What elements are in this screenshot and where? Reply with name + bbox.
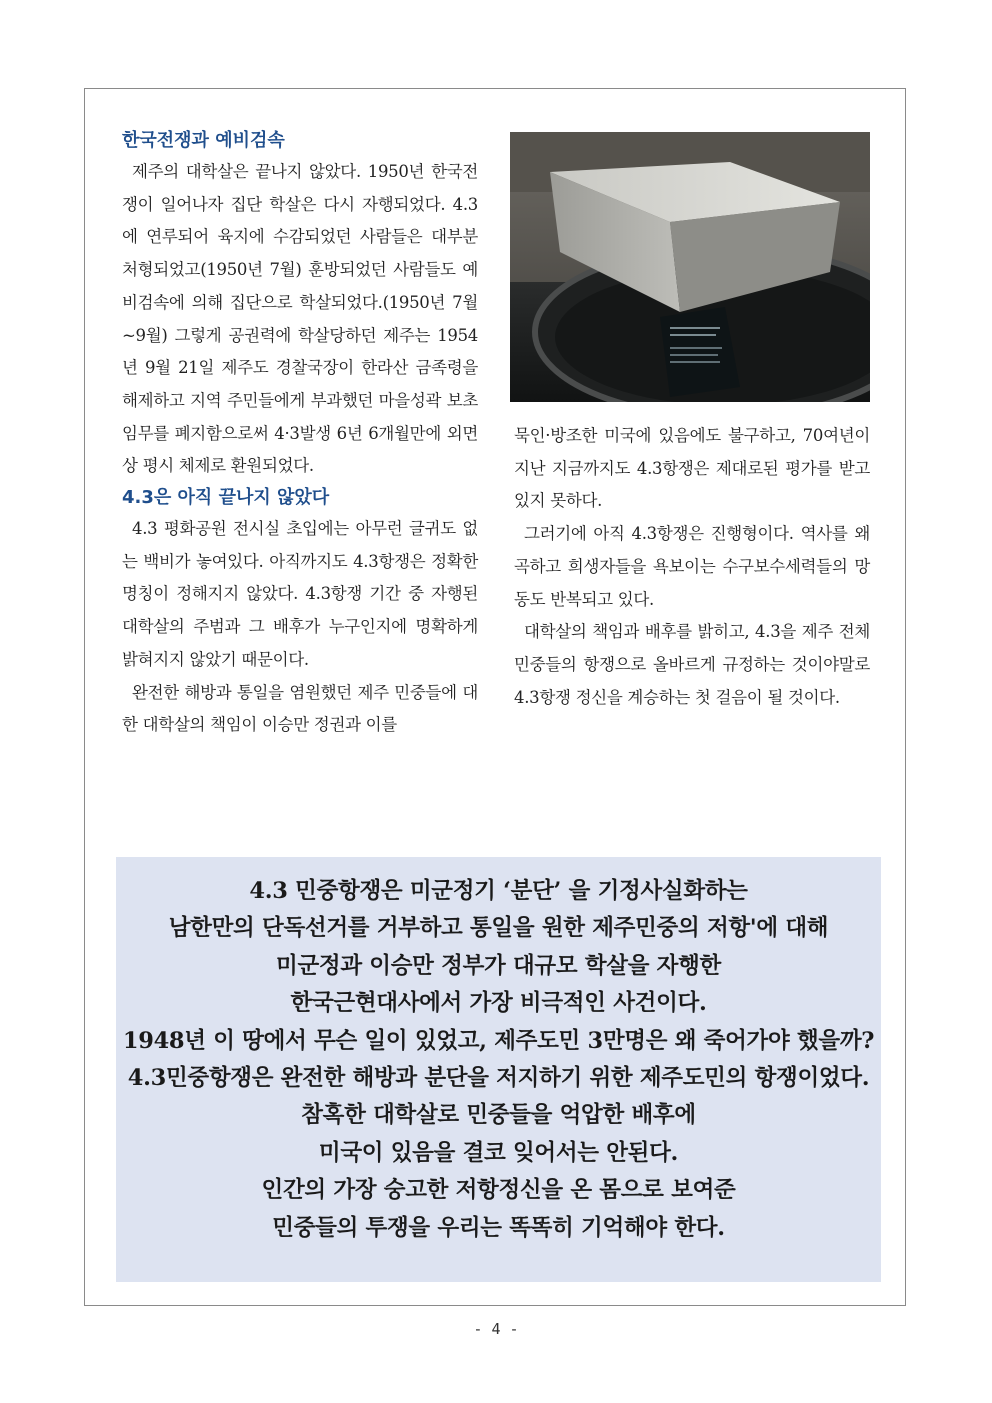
paragraph: 그러기에 아직 4.3항쟁은 진행형이다. 역사를 왜곡하고 희생자들을 욕보이는 수구보수세력들의 망동도 반복되고 있다.: [514, 524, 870, 609]
callout-line: 미군정과 이승만 정부가 대규모 학살을 자행한: [276, 952, 721, 979]
paragraph: 제주의 대학살은 끝나지 않았다. 1950년 한국전쟁이 일어나자 집단 학살은 다시 자행되었다. 4.3에 연루되어 육지에 수감되었던 사람들은 대부분 처형되었고(1950년 7월) 훈방되었던 사람들도 예비검속에 의해 집단으로 학살되었다.(1950년 7월~9월) 그렇게 공권력에 학살당하던 제주는 1954년 9월 21일 제주도 경찰국장이 한라산 금족령을 해제하고 지역 주민들에게 부과했던 마을성곽 보초 임무를 폐지함으로써 4·3발생 6년 6개월만에 외면상 평시 체제로 환원되었다.: [122, 162, 478, 476]
right-column: [514, 420, 870, 714]
callout-line: 1948년 이 땅에서 무슨 일이 있었고, 제주도민 3만명은 왜 죽어가야 했을까?: [122, 1027, 875, 1054]
section-heading-korean-war: 한국전쟁과 예비검속: [122, 130, 285, 151]
white-stele-image: [510, 132, 870, 402]
section-heading-not-over: 4.3은 아직 끝나지 않았다: [122, 487, 330, 509]
callout-line: 4.3 민중항쟁은 미군정기 ‘분단’ 을 기정사실화하는: [249, 878, 748, 904]
callout-line: 4.3민중항쟁은 완전한 해방과 분단을 저지하기 위한 제주도민의 항쟁이었다.: [127, 1065, 870, 1092]
left-column: [122, 126, 478, 742]
callout-line: 남한만의 단독선거를 거부하고 통일을 원한 제주민중의 저항'에 대해: [168, 915, 829, 942]
callout-line: 인간의 가장 숭고한 저항정신을 온 몸으로 보여준: [261, 1177, 736, 1204]
page-number: - 4 -: [473, 1320, 519, 1338]
callout-line: 미국이 있음을 결코 잊어서는 안된다.: [318, 1139, 679, 1166]
paragraph: 대학살의 책임과 배후를 밝히고, 4.3을 제주 전체 민중들의 항쟁으로 올바르게 규정하는 것이야말로 4.3항쟁 정신을 계승하는 첫 걸음이 될 것이다.: [514, 622, 870, 707]
callout-line: 참혹한 대학살로 민중들을 억압한 배후에: [301, 1102, 696, 1129]
callout-line: 민중들의 투쟁을 우리는 똑똑히 기억해야 한다.: [272, 1214, 725, 1241]
paragraph: 묵인·방조한 미국에 있음에도 불구하고, 70여년이 지난 지금까지도 4.3항쟁은 제대로된 평가를 받고 있지 못하다.: [514, 426, 870, 511]
paragraph: 완전한 해방과 통일을 염원했던 제주 민중들에 대한 대학살의 책임이 이승만 정권과 이를: [122, 682, 478, 735]
monument-photo: [510, 132, 870, 402]
callout-line: 한국근현대사에서 가장 비극적인 사건이다.: [290, 990, 707, 1017]
summary-callout-box: [116, 857, 881, 1282]
paragraph: 4.3 평화공원 전시실 초입에는 아무런 글귀도 없는 백비가 놓여있다. 아직까지도 4.3항쟁은 정확한 명칭이 정해지지 않았다. 4.3항쟁 기간 중 자행된 대학살의 주범과 그 배후가 누구인지에 명확하게 밝혀지지 않았기 때문이다.: [122, 519, 478, 669]
